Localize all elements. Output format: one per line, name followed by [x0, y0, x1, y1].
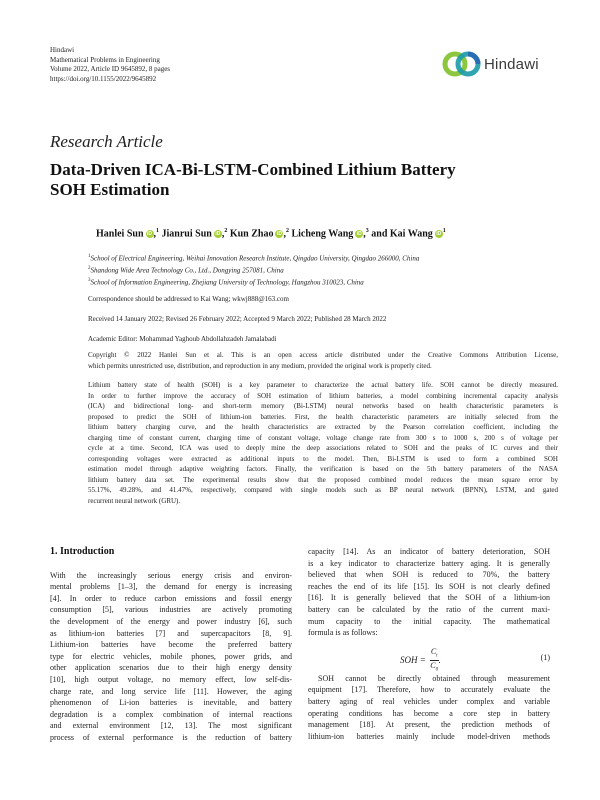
body-line: formula is as follows:: [308, 628, 378, 638]
body-line: degradation is a complex combination of internal reactions: [50, 709, 292, 719]
title-line: Data-Driven ICA-Bi-LSTM-Combined Lithium Battery: [50, 160, 456, 179]
title-line: SOH Estimation: [50, 180, 170, 199]
right-column: [308, 546, 550, 742]
equation-fraction: $\frac{C_t}{C_0}$: [430, 646, 439, 673]
author-affil-sup: 1: [156, 228, 160, 234]
abstract-line: In order to further improve the accuracy of SOH estimation of lithium batteries, a model combining incremental capacity analysis: [88, 391, 558, 400]
journal-info: [50, 46, 170, 84]
publisher-name: Hindawi: [50, 46, 75, 54]
abstract-line: proposed to predict the SOH of lithium-ion batteries. First, the health characteristic parameters are initially selected from the: [88, 412, 558, 421]
affiliation: $^3$School of Information Engineering, Zhejiang University of Technology, Hangzhou 310023, China: [88, 277, 364, 286]
section-heading: 1. Introduction: [50, 546, 115, 557]
body-line: mental problems [1–3], the demand for energy is increasing: [50, 582, 292, 592]
abstract-line: Lithium battery state of health (SOH) is a key parameter to characterize the actual battery life. SOH cannot be directly measured.: [88, 381, 558, 389]
correspondence: Correspondence should be addressed to Kai Wang; wkwj888@163.com: [88, 295, 289, 303]
author-connector: and: [371, 228, 388, 240]
abstract-line: lithium battery charging curve, and the health characteristics are extracted by the Pearson correlation coefficient, including the: [88, 423, 558, 431]
body-line: consumption [5], various industries are actively promoting: [50, 605, 292, 615]
body-line: as lithium-ion batteries [7] and supercapacitors [8, 9].: [50, 628, 292, 638]
body-line: type for electric vehicles, mobile phones, power grids, and: [50, 651, 292, 661]
abstract-line: estimation model through adaptive weighting factors. Finally, the verification is based on the 5th battery parameters of the NASA: [88, 465, 558, 473]
equation-body: [400, 647, 441, 675]
academic-editor: Academic Editor: Mohammad Yaghoub Abdollahzadeh Jamalabadi: [88, 335, 277, 343]
body-line: mum capacity to the initial capacity. The mathematical: [308, 616, 550, 626]
logo-text: Hindawi: [484, 55, 539, 73]
hindawi-rings-icon: [442, 46, 482, 82]
abstract-line: charging time of constant current, charging time of constant voltage, voltage change rate from 300 s to 1000 s, 200 s of voltage per: [88, 433, 558, 442]
author-name[interactable]: Kun Zhao: [229, 228, 274, 240]
orcid-icon[interactable]: iD: [215, 231, 221, 238]
abstract-line: (ICA) and bidirectional long- and short-term memory (Bi-LSTM) neural networks based on health characteristic parameters is: [88, 402, 558, 410]
body-line: management [18]. At present, the prediction methods of: [308, 720, 550, 730]
body-line: [16]. It is generally believed that the SOH of a lithium-ion: [308, 593, 550, 603]
author-name[interactable]: Jianrui Sun: [161, 228, 212, 240]
affiliation: $^1$School of Electrical Engineering, Weihai Innovation Research Institute, Qingdao University, Qingdao 266000, China: [88, 254, 420, 263]
body-line: battery aging of real vehicles under complex and variable: [308, 696, 550, 706]
doi-link[interactable]: https://doi.org/10.1155/2022/9645892: [50, 74, 157, 83]
author-affil-sup: 1: [442, 228, 446, 234]
abstract-line: lithium battery data set. The experimental results show that the proposed combined model reduces the mean square error by: [88, 475, 558, 484]
equation-trail: .: [438, 655, 441, 666]
body-line: [10], high output voltage, no memory effect, low self-dis-: [50, 674, 292, 684]
body-line: SOH cannot be directly obtained through measurement: [318, 673, 550, 683]
abstract-line: recurrent neural network (GRU).: [88, 496, 181, 505]
author-name[interactable]: Kai Wang: [389, 228, 433, 240]
abstract-line: cycle at a time. Second, ICA was used to deeply mine the deep associations related to SOH and the peaks of IC curves and their: [88, 444, 558, 452]
author-affil-sup: 3: [365, 228, 369, 234]
article-title: [50, 160, 490, 200]
body-line: battery can be calculated by the ratio of the current maxi-: [308, 604, 550, 614]
body-line: charge rate, and long service life [11]. However, the aging: [50, 686, 292, 696]
copyright-line: which permits unrestricted use, distribution, and reproduction in any medium, provided the original work is properly cited.: [88, 361, 432, 370]
author-affil-sup: 2: [224, 228, 228, 234]
affiliations: [88, 252, 558, 287]
orcid-icon[interactable]: iD: [147, 231, 153, 238]
body-line: With the increasingly serious energy crisis and environ-: [50, 570, 292, 580]
body-line: reaches the end of its life [15]. Its SOH is not clearly defined: [308, 581, 550, 591]
publication-dates: Received 14 January 2022; Revised 26 February 2022; Accepted 9 March 2022; Published 28 March 2022: [88, 315, 387, 323]
body-line: operating conditions has become a core step in battery: [308, 708, 550, 718]
author-list: Hanlei Sun iD ,$^1$ Jianrui Sun iD ,$^2$ Kun Zhao iD ,$^2$ Licheng Wang iD ,$^3$ and Kai Wang $iD^1$: [96, 228, 446, 240]
author-name[interactable]: Licheng Wang: [291, 228, 354, 240]
body-line: phenomenon of Li-ion batteries is inevitable, and battery: [50, 698, 292, 708]
body-line: believed that when SOH is reduced to 70%, the battery: [308, 570, 550, 580]
body-line: process of external performance is the reduction of battery: [50, 732, 292, 742]
abstract-line: 55.17%, 49.28%, and 41.47%, respectively, compared with single models such as BP neural network (BPNN), LSTM, and gated: [88, 486, 558, 494]
orcid-icon[interactable]: iD: [356, 231, 362, 238]
body-line: is a key indicator to characterize battery aging. It is generally: [308, 558, 550, 568]
article-type: Research Article: [50, 132, 163, 151]
body-line: equipment [17]. Therefore, how to accurately evaluate the: [308, 685, 550, 695]
body-line: [4]. In order to reduce carbon emissions and fossil energy: [50, 593, 292, 603]
equation-lhs: SOH =: [400, 655, 426, 666]
hindawi-logo[interactable]: [442, 46, 554, 82]
body-line: other application scenarios due to their high energy density: [50, 663, 292, 673]
copyright-notice: [88, 350, 558, 371]
volume-line: Volume 2022, Article ID 9645892, 8 pages: [50, 65, 171, 74]
affiliation: $^2$Shandong Wide Area Technology Co., Ltd., Dongying 257081, China: [88, 265, 284, 275]
copyright-line: Copyright © 2022 Hanlei Sun et al. This is an open access article distributed under the Creative Commons Attribution License,: [88, 351, 558, 359]
abstract-line: corresponding voltages were extracted as additional inputs to the model. Then, Bi-LSTM is used to form a combined SOH: [88, 454, 558, 463]
equation-number: (1): [540, 652, 550, 662]
author-name[interactable]: Hanlei Sun: [96, 228, 144, 240]
author-affil-sup: 2: [285, 228, 289, 234]
body-line: the development of the energy and power industry [6], such: [50, 616, 292, 626]
left-column: [50, 546, 292, 744]
abstract: [88, 380, 558, 506]
body-line: capacity [14]. As an indicator of battery deterioration, SOH: [308, 547, 550, 556]
orcid-icon[interactable]: iD: [276, 231, 282, 238]
body-line: Lithium-ion batteries have become the preferred battery: [50, 640, 292, 650]
body-line: and external environment [12, 13]. The most significant: [50, 721, 292, 731]
orcid-icon[interactable]: iD: [436, 231, 442, 238]
equation-1: [308, 641, 550, 671]
journal-name: Mathematical Problems in Engineering: [50, 55, 160, 64]
body-line: lithium-ion batteries mainly include model-driven methods: [308, 731, 550, 741]
